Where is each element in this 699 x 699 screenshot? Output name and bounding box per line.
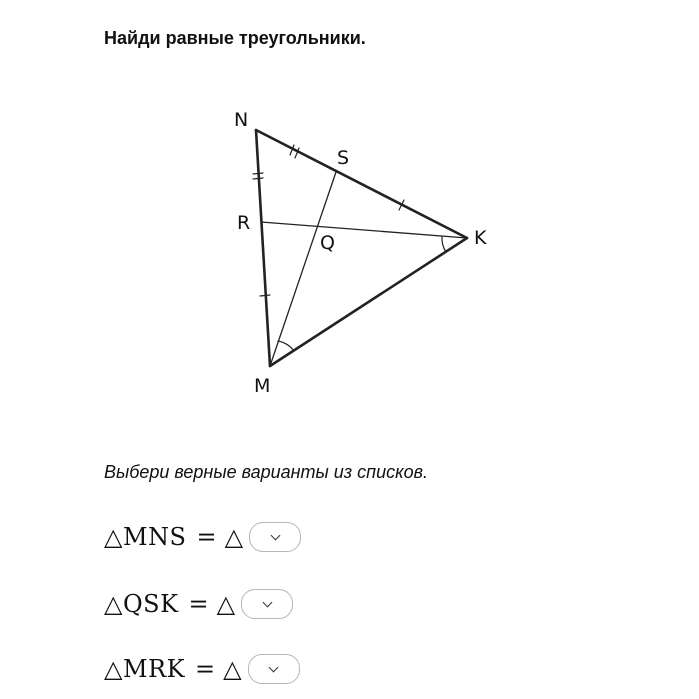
triangle-symbol: △ <box>216 590 236 618</box>
equals-sign: = <box>196 523 217 551</box>
chevron-down-icon <box>270 530 280 540</box>
task-title: Найди равные треугольники. <box>104 28 366 48</box>
triangle-symbol: △ <box>223 655 242 683</box>
equals-sign: = <box>195 655 216 683</box>
segment-ms <box>270 172 336 366</box>
vertex-label-r: R <box>237 212 251 234</box>
triangle-dropdown-3[interactable] <box>248 654 300 684</box>
equation-left-triangle: △MNS <box>104 523 187 551</box>
chevron-down-icon <box>269 662 279 672</box>
triangle-dropdown-1[interactable] <box>249 522 301 552</box>
vertex-label-k: K <box>474 227 487 249</box>
equation-row <box>104 651 300 687</box>
vertex-label-m: M <box>254 375 271 397</box>
side-nk <box>256 130 467 238</box>
chevron-down-icon <box>262 597 272 607</box>
segment-rk <box>261 222 467 238</box>
triangle-dropdown-2[interactable] <box>241 589 293 619</box>
vertex-label-n: N <box>234 109 249 131</box>
equation-row <box>104 519 301 555</box>
vertex-label-q: Q <box>320 232 335 254</box>
equation-left-triangle: △QSK <box>104 590 179 618</box>
equation-left-triangle: △MRK <box>104 655 186 683</box>
equals-sign: = <box>188 590 209 618</box>
instruction-text: Выбери верные варианты из списков. <box>104 462 428 482</box>
triangle-symbol: △ <box>224 523 244 551</box>
equation-row <box>104 586 293 622</box>
angle-arc-m <box>278 341 294 351</box>
angle-arc-k <box>442 237 446 252</box>
side-nm <box>256 130 270 366</box>
tick-mark-rm <box>260 295 270 296</box>
side-mk <box>270 238 467 366</box>
vertex-label-s: S <box>337 147 350 169</box>
